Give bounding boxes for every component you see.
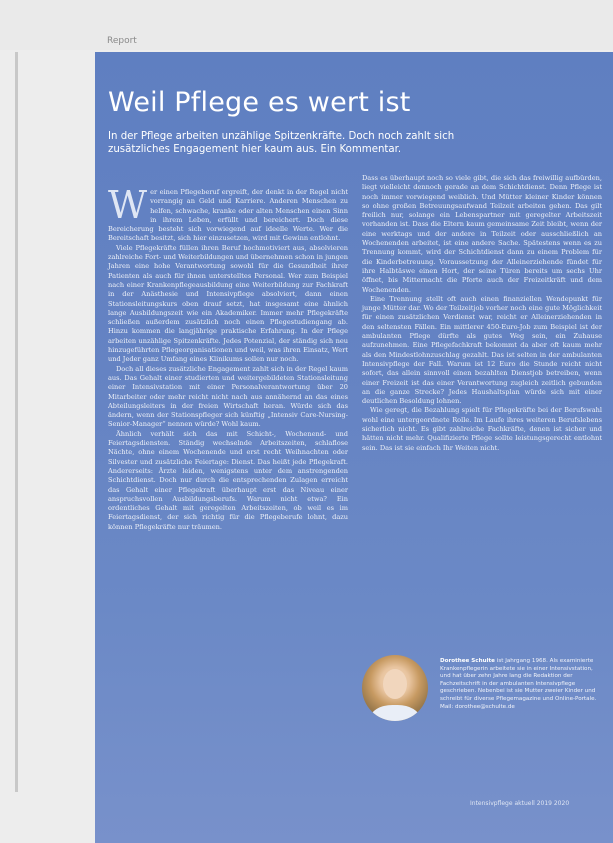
paragraph: Wie geregt, die Bezahlung spielt für Pflegekräfte bei der Berufswahl wohl eine untergeordnete Rolle. Im Laufe ihres weiteren Berufslebens sicherlich nicht. Es gibt zahlreiche Fachkräfte, denen ist sicher und hätten nicht mehr. Qualifizierte Pflege sollte leistungsgerecht entlohnt sein. Das ist sie einfach Ihr Weiten nicht.: [362, 406, 602, 452]
author-shirt: [370, 705, 420, 721]
article-lead: In der Pflege arbeiten unzählige Spitzenkräfte. Doch noch zahlt sich zusätzliches Engagement hier kaum aus. Ein Kommentar.: [108, 131, 455, 155]
paragraph: Eine Trennung stellt oft auch einen finanziellen Wendepunkt für junge Mütter dar. Wo der Teilzeitjob vorher noch eine gute Möglichkeit für einen zusätzlichen Verdienst war, reicht er Alleinerziehenden in den seltensten Fällen. Ein mittlerer 450-Euro-Job zum Beispiel ist der ambulanten Pflege dürfte als gutes Weg sein, ein Zuhause aufzunehmen. Eine Pflegefachkraft bekommt da aber oft kaum mehr als den Mindestlohnzuschlag gezahlt. Das ist selten in der ambulanten Intensivpflege der Fall. Warum ist 12 Euro die Stunde reicht nicht sofort, das allein sinnvoll einen bezahlten Dienstjob betreiben, wenn einer Freizeit ist das einer Verantwortung zugleich zeitlich gebunden an die ganze Strecke? Jedes Haushaltsplan würde sich mit einer deutlichen Besoldung lohnen.: [362, 294, 602, 406]
binding-edge: [15, 52, 18, 792]
article-title: Weil Pflege es wert ist: [108, 87, 411, 118]
author-bio-box: [440, 658, 600, 711]
paragraph: Ähnlich verhält sich das mit Schicht-, Wochenend- und Feiertagsdiensten. Ständig wechselnde Arbeitszeiten, schlaflose Nächte, ohne einem Wochenende und erst recht Weihnachten oder Silvester und zusätzliche Feiertage: Dienst. Das heißt jede Pflegekraft. Andererseits: Ärzte leiden, wenigstens unter dem anstrengenden Schichtdienst. Doch nur durch die entsprechenden Zulagen erreicht das Gehalt einer Pflegekraft überhaupt erst das Niveau einer anspruchsvollen Ausbildungsberufs. Warum nicht etwa? Ein ordentliches Gehalt mit geregelten Arbeitszeiten, ob weil es im Feiertagsdienst, der sich richtig für die Pflegeberufe lohnt, dazu können Pflegekräfte nur träumen.: [108, 429, 348, 531]
section-label: Report: [107, 36, 137, 46]
author-bio: ist Jahrgang 1968. Als examinierte Krankenpflegerin arbeitete sie in einer Intensivstation, und hat über zehn Jahre lang die Redaktion der Fachzeitschrift in der ambulanten Intensivpflege geschrieben. Nebenbei ist sie Mutter zweier Kinder und schreibt für diverse Pflegemagazine und Online-Portale.: [440, 658, 597, 702]
paragraph: Doch all dieses zusätzliche Engagement zahlt sich in der Regel kaum aus. Das Gehalt einer studierten und weitergebildeten Stationsleitung einer Intensivstation mit einer Personalverantwortung über 20 Mitarbeiter oder mehr reicht nicht nach aus annähernd an das eines Abteilungsleiters in der freien Wirtschaft heran. Würde sich das ändern, wenn der Stationspfleger sich künftig „Intensiv Care-Nursing-Senior-Manager“ nennen würde? Wohl kaum.: [108, 364, 348, 429]
top-margin: [0, 0, 613, 50]
paragraph: Viele Pflegekräfte füllen ihren Beruf hochmotiviert aus, absolvieren zahlreiche Fort- und Weiterbildungen und übernehmen schon in jungen Jahren eine hohe Verantwortung sowohl für die Gesundheit ihrer Patienten als auch für ihnen unterstelltes Personal. Wer zum Beispiel nach einer Krankenpflegeausbildung eine Weiterbildung zur Fachkraft in der Anästhesie und Intensivpflege absolviert, dann einen Stationsleitungskurs oben drauf setzt, hat insgesamt eine ähnlich lange Ausbildungszeit wie ein Akademiker. Immer mehr Pflegekräfte schließen außerdem zusätzlich noch einen Pflegestudiengang ab. Hinzu kommen die langjährige praktische Erfahrung. In der Pflege arbeiten unzählige Spitzenkräfte. Jedes Potenzial, der ständig sich neu hinzugeführten Pflegeorganisationen und weil, was ihren Einsatz, Wert und Jeder ganz Umfang eines Klinikums sollen nur noch.: [108, 243, 348, 364]
author-name: Dorothee Schulte: [440, 658, 495, 664]
author-contact: Mail: dorothee@schulte.de: [440, 703, 515, 710]
page-footer: Intensivpflege aktuell 2019 2020: [470, 800, 570, 807]
drop-cap: W: [108, 183, 148, 227]
author-face: [383, 669, 407, 699]
paragraph: Dass es überhaupt noch so viele gibt, die sich das freiwillig aufbürden, liegt vielleicht dennoch gerade an dem Schichtdienst. Denn Pflege ist noch immer vorwiegend weiblich. Und Mütter kleiner Kinder können so ohne großen Betreuungsaufwand Teilzeit arbeiten gehen. Das gilt freilich nur, solange ein Lebenspartner mit geregelter Arbeitszeit vorhanden ist. Dass die Eltern kaum gemeinsame Zeit bleibt, wenn der eine werktags und der andere in Teilzeit oder ausschließlich an Wochenenden arbeitet, ist eine andere Sache. Spätestens wenn es zu Trennung kommt, wird der Schichtdienst dann zu einem Problem für die Kinderbetreuung. Voraussetzung der Alleinerziehende fündet für ihre Halbtäswe einen Hort, der seine Türen bereits um sechs Uhr öffnet, bis Mitternacht die Pforte auch der Freizeitkräft und dem Wochenenden.: [362, 174, 602, 294]
paragraph: Wer einen Pflegeberuf ergreift, der denkt in der Regel nicht vorrangig an Geld und Karriere. Anderen Menschen zu helfen, schwache, kranke oder alten Menschen einen Sinn in ihrem Leben, erfüllt und bereichert. Doch diese Bereicherung besteht sich vorwiegend auf ideelle Werte. Wer die Bereitschaft besitzt, sich hier einzusetzen, wird mit Gewinn entlohnt.: [108, 183, 348, 243]
article-column-left: [108, 183, 348, 532]
author-photo: [362, 655, 428, 721]
article-column-right: [362, 174, 602, 453]
